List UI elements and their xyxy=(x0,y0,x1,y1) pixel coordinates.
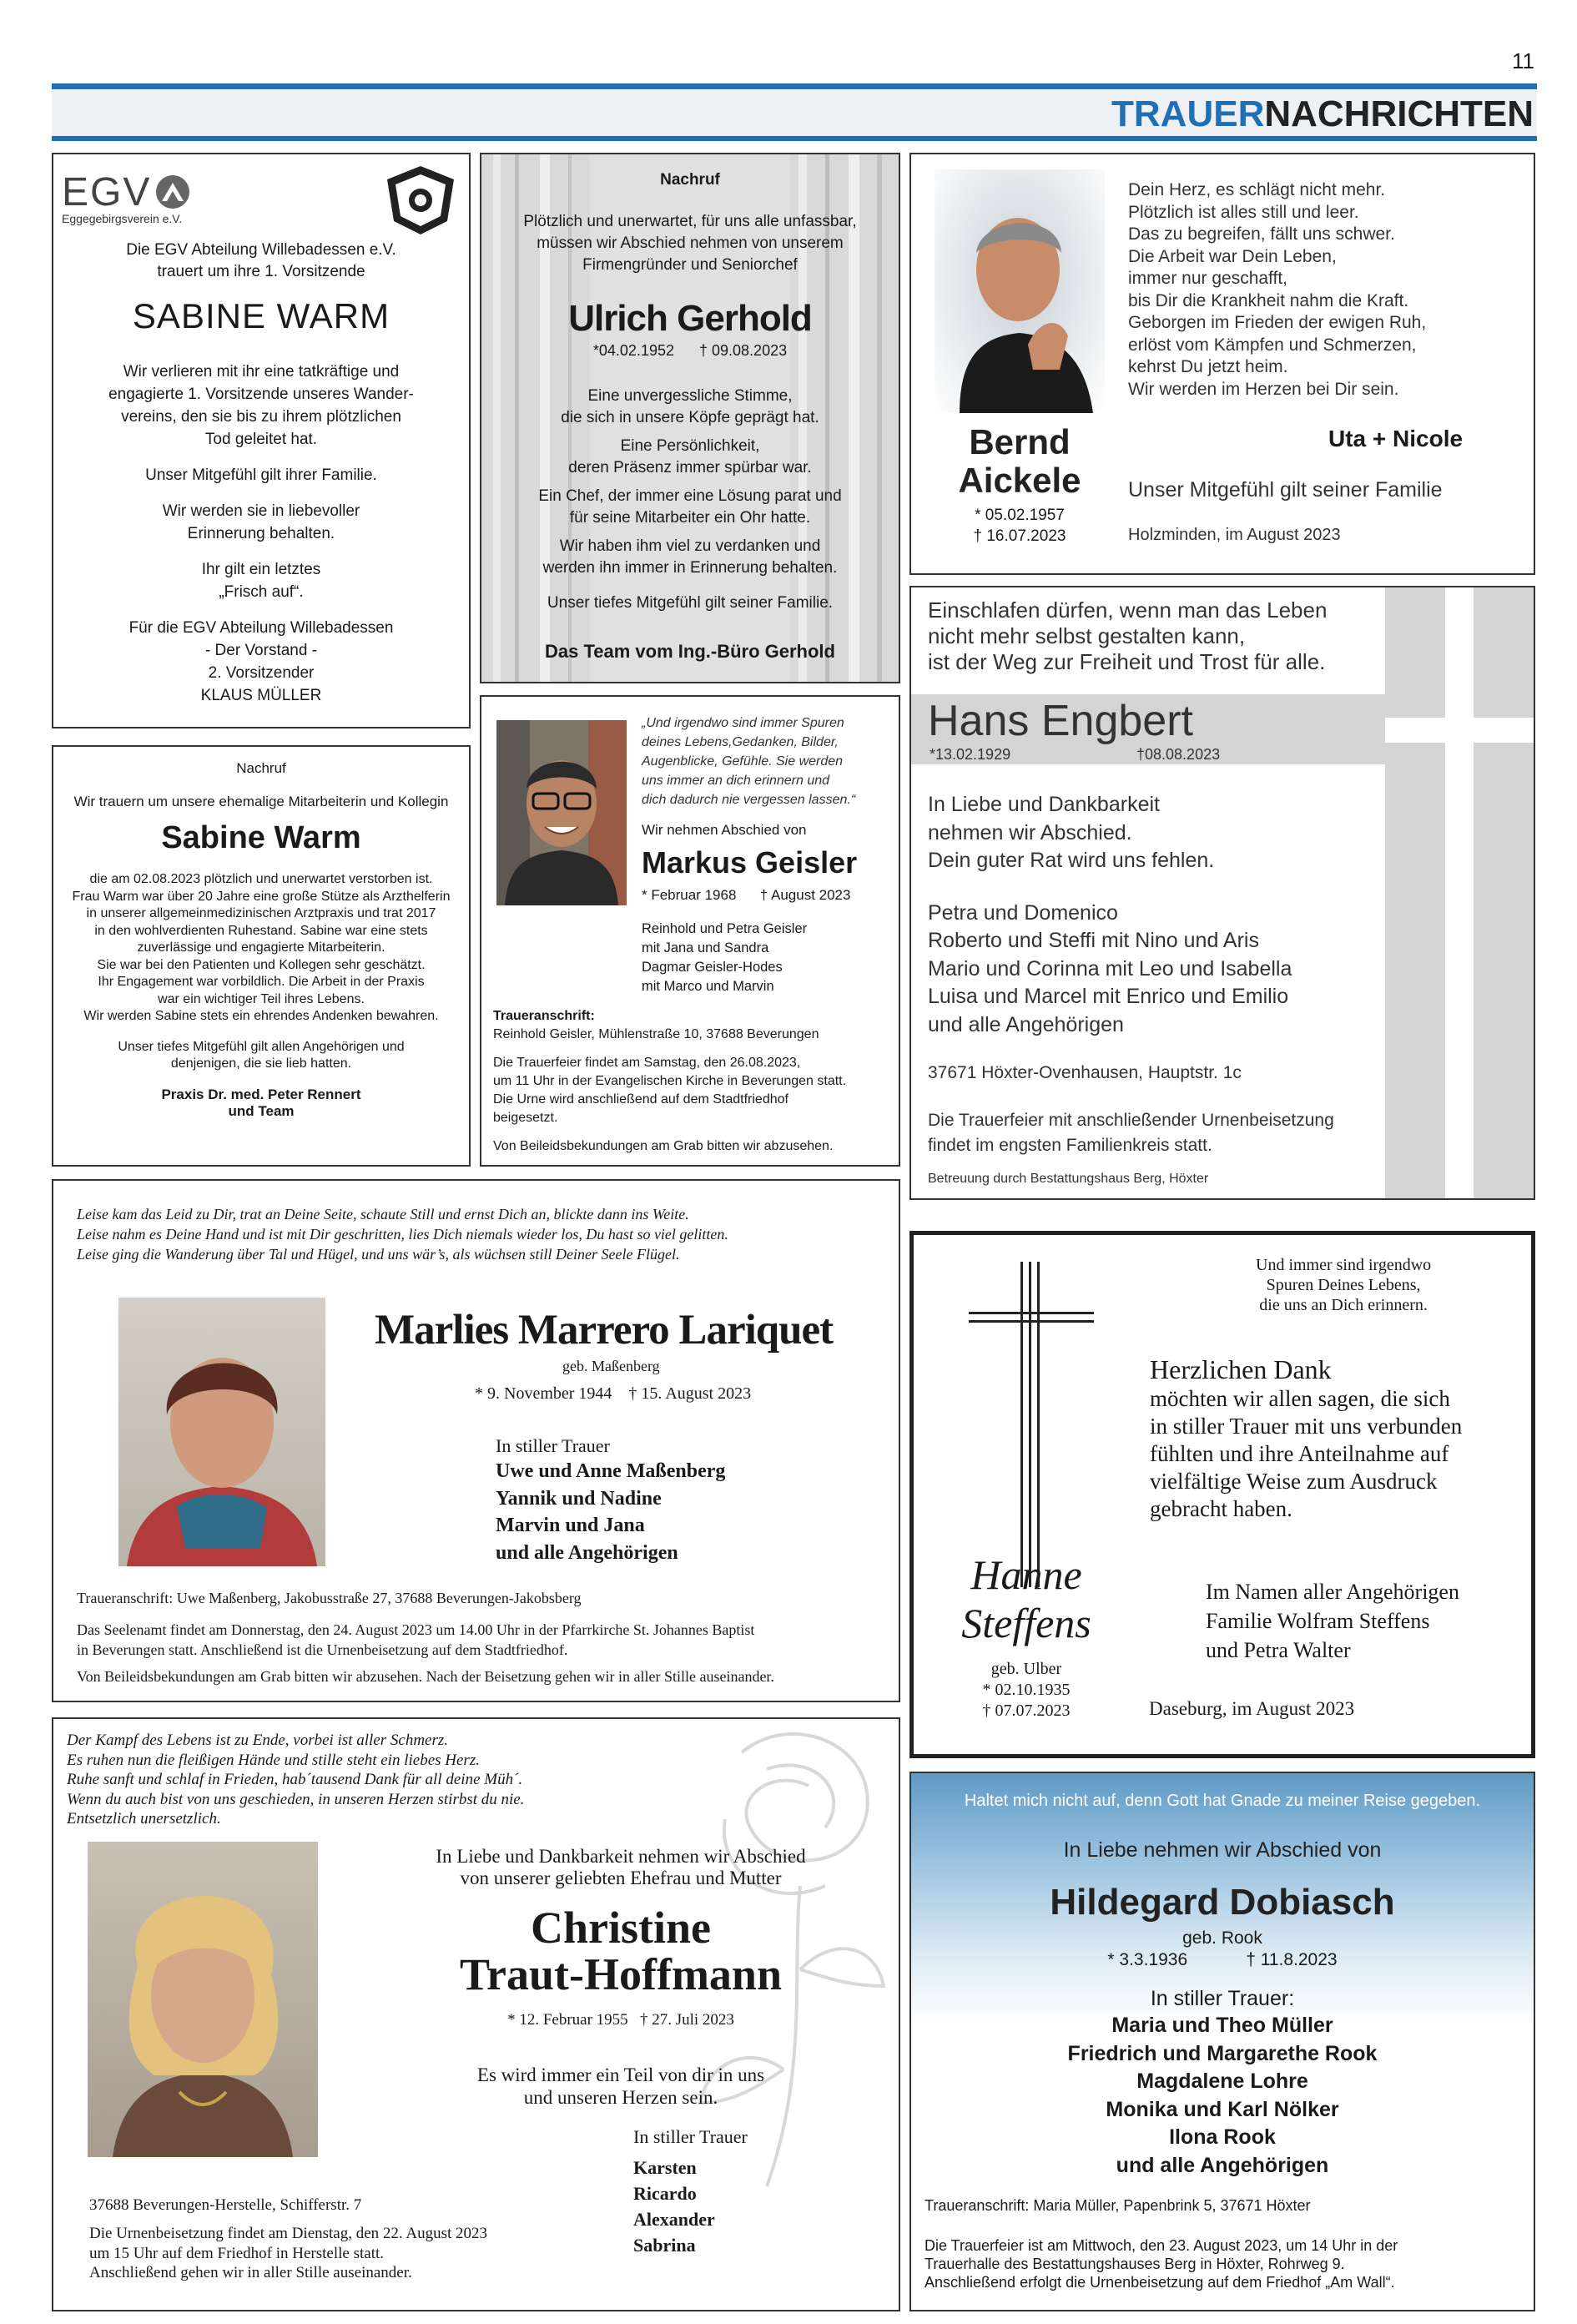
page-title-part2: NACHRICHTEN xyxy=(1264,93,1534,134)
egv-text-line: 2. Vorsitzender xyxy=(208,664,315,682)
engbert-intro-line: nicht mehr selbst gestalten kann, xyxy=(928,623,1246,648)
dobiasch-service-line: Trauerhalle des Bestattungshauses Berg in Höxter, Rohrweg 9. xyxy=(925,2256,1345,2272)
engbert-intro-line: Einschlafen dürfen, wenn man das Leben xyxy=(928,597,1328,623)
egv-deceased-name: SABINE WARM xyxy=(132,296,390,335)
engbert-service-line: findet im engsten Familienkreis statt. xyxy=(928,1136,1212,1155)
geisler-quote-line: dich dadurch nie vergessen lassen.“ xyxy=(642,793,856,807)
traut-birth-date: * 12. Februar 1955 xyxy=(507,2011,628,2029)
engbert-death-date: †08.08.2023 xyxy=(1136,746,1221,763)
warm2-intro: Wir trauern um unsere ehemalige Mitarbeiterin und Kollegin xyxy=(73,794,449,809)
steffens-thanks-line: möchten wir allen sagen, die sich xyxy=(1150,1386,1450,1411)
aickele-poem-line: Die Arbeit war Dein Leben, xyxy=(1128,246,1337,266)
dobiasch-quote: Haltet mich nicht auf, denn Gott hat Gnade zu meiner Reise gegeben. xyxy=(964,1792,1481,1810)
steffens-first-name: Hanne xyxy=(970,1551,1082,1598)
aickele-sympathy: Unser Mitgefühl gilt seiner Familie xyxy=(1128,478,1443,502)
geisler-quote-line: „Und irgendwo sind immer Spuren xyxy=(642,716,844,730)
steffens-cross-icon xyxy=(969,1262,1094,1587)
aickele-place-date: Holzminden, im August 2023 xyxy=(1128,526,1341,544)
traut-poem-line: Es ruhen nun die fleißigen Hände und stille steht ein liebes Herz. xyxy=(67,1751,480,1769)
steffens-thanks-line: vielfältige Weise zum Ausdruck xyxy=(1150,1469,1438,1494)
aickele-poem-line: Geborgen im Frieden der ewigen Ruh, xyxy=(1128,313,1427,332)
notice-hanne-steffens xyxy=(909,1231,1535,1758)
dobiasch-family-line: Magdalene Lohre xyxy=(1136,2069,1308,2093)
traut-mourning: In stiller Trauer xyxy=(633,2126,748,2147)
geisler-portrait xyxy=(496,720,627,905)
aickele-birth-date: * 05.02.1957 xyxy=(975,507,1065,524)
engbert-text-line: nehmen wir Abschied. xyxy=(928,820,1132,844)
engbert-text-line: Dein guter Rat wird uns fehlen. xyxy=(928,849,1215,872)
geisler-quote-line: Augenblicke, Gefühle. Sie werden xyxy=(642,754,844,769)
aickele-poem-line: Dein Herz, es schlägt nicht mehr. xyxy=(1128,180,1386,199)
egv-intro-line: Die EGV Abteilung Willebadessen e.V. xyxy=(126,241,396,259)
dobiasch-family-line: Maria und Theo Müller xyxy=(1111,2014,1333,2037)
dobiasch-service-line: Anschließend erfolgt die Urnenbeisetzung auf dem Friedhof „Am Wall“. xyxy=(925,2274,1395,2291)
egv-intro-line: trauert um ihre 1. Vorsitzende xyxy=(157,263,365,280)
traut-dates xyxy=(370,2011,871,2029)
gerhold-text-line: für seine Mitarbeiter ein Ohr hatte. xyxy=(569,509,811,527)
lariquet-poem-line: Leise nahm es Deine Hand und ist mit Dir geschritten, lies Dich niemals wieder los, Du hast so viel gelitten. xyxy=(77,1226,728,1243)
lariquet-service-line: in Beverungen statt. Anschließend ist die Urnenbeisetzung auf dem Stadtfriedhof. xyxy=(77,1641,568,1658)
geisler-service-line: beigesetzt. xyxy=(493,1111,558,1125)
dobiasch-maiden-name: geb. Rook xyxy=(1182,1928,1262,1948)
gerhold-intro-line: müssen wir Abschied nehmen von unserem xyxy=(537,234,844,252)
traut-family-line: Karsten xyxy=(633,2157,697,2178)
traut-poem-line: Entsetzlich unersetzlich. xyxy=(67,1810,221,1827)
warm2-heading: Nachruf xyxy=(236,760,286,776)
traut-death-date: † 27. Juli 2023 xyxy=(639,2011,734,2029)
warm2-text-line: die am 02.08.2023 plötzlich und unerwartet verstorben ist. xyxy=(89,872,433,886)
notice-egv-sabine-warm xyxy=(52,153,471,728)
gerhold-intro-line: Plötzlich und unerwartet, für uns alle unfassbar, xyxy=(523,213,857,230)
aickele-poem-line: erlöst vom Kämpfen und Schmerzen, xyxy=(1128,335,1417,355)
aickele-signers: Uta + Nicole xyxy=(1328,426,1464,451)
egv-text-line: Ihr gilt ein letztes xyxy=(201,561,321,578)
lariquet-service-line: Das Seelenamt findet am Donnerstag, den 24. August 2023 um 14.00 Uhr in der Pfarrkirche St. Johannes Baptist xyxy=(77,1621,755,1638)
steffens-thanks-title: Herzlichen Dank xyxy=(1150,1354,1332,1384)
egv-text-line: Für die EGV Abteilung Willebadessen xyxy=(128,619,394,637)
gerhold-text-line: Unser tiefes Mitgefühl gilt seiner Familie. xyxy=(547,594,834,612)
gerhold-text-line: werden ihn immer in Erinnerung behalten. xyxy=(542,559,838,577)
traut-text-line: Es wird immer ein Teil von dir in uns xyxy=(476,2064,765,2085)
warm2-text-line: Unser tiefes Mitgefühl gilt allen Angehörigen und xyxy=(118,1039,405,1054)
engbert-address: 37671 Höxter-Ovenhausen, Hauptstr. 1c xyxy=(928,1063,1242,1082)
lariquet-dates xyxy=(475,1384,751,1404)
lariquet-poem-line: Leise kam das Leid zu Dir, trat an Deine Seite, schaute Still und ernst Dich an, blickte dann ins Weite. xyxy=(77,1206,689,1222)
steffens-quote-line: Spuren Deines Lebens, xyxy=(1266,1276,1421,1294)
engbert-family-line: Petra und Domenico xyxy=(928,900,1118,925)
engbert-family-line: Luisa und Marcel mit Enrico und Emilio xyxy=(928,985,1289,1008)
traut-poem-line: Der Kampf des Lebens ist zu Ende, vorbei ist aller Schmerz. xyxy=(67,1732,449,1749)
gerhold-intro-line: Firmengründer und Seniorchef xyxy=(582,256,798,274)
header-bottom-rule xyxy=(52,136,1537,141)
aickele-poem-line: immer nur geschafft, xyxy=(1128,269,1288,288)
warm2-text-line: war ein wichtiger Teil ihres Lebens. xyxy=(158,991,365,1006)
geisler-deceased-name: Markus Geisler xyxy=(642,845,858,880)
egv-mountain-icon xyxy=(155,174,190,209)
aickele-portrait xyxy=(935,169,1105,413)
page-title-part1: TRAUER xyxy=(1111,93,1265,134)
warm2-signature-line: und Team xyxy=(228,1103,295,1119)
traut-family-line: Alexander xyxy=(633,2209,715,2230)
engbert-cross-horizontal xyxy=(1385,718,1534,743)
engbert-family-line: und alle Angehörigen xyxy=(928,1012,1124,1036)
engbert-service-line: Die Trauerfeier mit anschließender Urnenbeisetzung xyxy=(928,1111,1334,1130)
dobiasch-dates xyxy=(911,1950,1534,1970)
aickele-poem-line: Wir werden im Herzen bei Dir sein. xyxy=(1128,379,1399,399)
traut-family-line: Sabrina xyxy=(633,2235,696,2256)
page-title xyxy=(1111,93,1534,135)
egv-logo-subtitle: Eggegebirgsverein e.V. xyxy=(62,212,183,225)
traut-service-line: Anschließend gehen wir in aller Stille auseinander. xyxy=(89,2264,412,2281)
steffens-place-date: Daseburg, im August 2023 xyxy=(1149,1698,1355,1719)
engbert-undertaker: Betreuung durch Bestattungshaus Berg, Höxter xyxy=(928,1172,1209,1186)
notice-markus-geisler xyxy=(480,695,900,1167)
egv-text-line: Erinnerung behalten. xyxy=(187,525,335,542)
lariquet-maiden-name: geb. Maßenberg xyxy=(562,1358,660,1374)
dobiasch-deceased-name: Hildegard Dobiasch xyxy=(1050,1882,1395,1923)
engbert-deceased-name: Hans Engbert xyxy=(928,697,1193,745)
egv-text-line: engagierte 1. Vorsitzende unseres Wander- xyxy=(108,386,414,403)
engbert-family-line: Mario und Corinna mit Leo und Isabella xyxy=(928,956,1292,981)
dobiasch-family-line: Friedrich und Margarethe Rook xyxy=(1067,2041,1378,2065)
gerhold-birth-date: *04.02.1952 xyxy=(592,342,674,359)
geisler-service-line: Die Urne wird anschließend auf dem Stadtfriedhof xyxy=(493,1092,788,1107)
aickele-poem-line: Das zu begreifen, fällt uns schwer. xyxy=(1128,224,1395,244)
traut-poem-line: Ruhe sanft und schlaf in Frieden, hab´tausend Dank für all deine Müh´. xyxy=(67,1771,523,1788)
traut-service-line: Die Urnenbeisetzung findet am Dienstag, den 22. August 2023 xyxy=(89,2225,488,2242)
lariquet-address: Traueranschrift: Uwe Maßenberg, Jakobusstraße 27, 37688 Beverungen-Jakobsberg xyxy=(77,1590,582,1606)
traut-service-line: um 15 Uhr auf dem Friedhof in Herstelle statt. xyxy=(89,2244,385,2262)
page-number: 11 xyxy=(1512,48,1534,73)
gerhold-text-line: die sich in unsere Köpfe geprägt hat. xyxy=(561,409,819,426)
dobiasch-intro: In Liebe nehmen wir Abschied von xyxy=(1063,1838,1382,1862)
geisler-birth-date: * Februar 1968 xyxy=(642,887,737,903)
lariquet-family-line: und alle Angehörigen xyxy=(496,1541,678,1564)
egv-text-line: KLAUS MÜLLER xyxy=(200,687,322,704)
traut-name-line2: Traut-Hoffmann xyxy=(460,1949,782,1999)
steffens-thanks-line: fühlten und ihre Anteilnahme auf xyxy=(1150,1441,1449,1466)
lariquet-birth-date: * 9. November 1944 xyxy=(475,1384,612,1403)
aickele-last-name: Aickele xyxy=(958,461,1081,500)
geisler-service-line: Die Trauerfeier findet am Samstag, den 26.08.2023, xyxy=(493,1056,801,1070)
geisler-quote-line: uns immer an dich erinnern und xyxy=(642,774,830,788)
traut-poem-line: Wenn du auch bist von uns geschieden, in unseren Herzen stirbst du nie. xyxy=(67,1790,525,1808)
dobiasch-death-date: † 11.8.2023 xyxy=(1246,1950,1338,1969)
engbert-family-line: Roberto und Steffi mit Nino und Aris xyxy=(928,929,1259,952)
notice-hildegard-dobiasch xyxy=(909,1772,1535,2311)
warm2-text-line: zuverlässige und engagierte Mitarbeiterin. xyxy=(137,940,385,955)
steffens-quote-line: Und immer sind irgendwo xyxy=(1256,1256,1432,1274)
notice-marlies-marrero-lariquet xyxy=(52,1179,900,1702)
traut-intro-line: In Liebe und Dankbarkeit nehmen wir Abschied xyxy=(436,1846,806,1867)
lariquet-condolence: Von Beileidsbekundungen am Grab bitten wir abzusehen. Nach der Beisetzung gehen wir in aller Stille auseinander. xyxy=(77,1668,774,1685)
lariquet-poem-line: Leise ging die Wanderung über Tal und Hügel, und uns wär’s, als wüchsen still Deiner Seele Flügel. xyxy=(77,1246,680,1263)
aickele-poem-line: kehrst Du jetzt heim. xyxy=(1128,357,1288,376)
lariquet-death-date: † 15. August 2023 xyxy=(628,1384,752,1403)
dobiasch-birth-date: * 3.3.1936 xyxy=(1107,1950,1188,1969)
traut-text-line: und unseren Herzen sein. xyxy=(523,2087,718,2108)
warm2-deceased-name: Sabine Warm xyxy=(161,820,361,855)
warm2-text-line: Sie war bei den Patienten und Kollegen sehr geschätzt. xyxy=(97,957,426,972)
gerhold-text-line: Eine unvergessliche Stimme, xyxy=(587,387,793,405)
gerhold-text-line: Ein Chef, der immer eine Lösung parat und xyxy=(538,487,842,505)
egv-logo xyxy=(62,169,190,225)
traut-intro-line: von unserer geliebten Ehefrau und Mutter xyxy=(460,1868,782,1888)
geisler-quote-line: deines Lebens,Gedanken, Bilder, xyxy=(642,735,839,749)
notice-hans-engbert xyxy=(909,586,1535,1200)
egv-text-line: „Frisch auf“. xyxy=(219,583,304,601)
geisler-dates xyxy=(642,887,850,904)
lariquet-family-line: Yannik und Nadine xyxy=(496,1487,662,1510)
warm2-text-line: in unserer allgemeinmedizinischen Arztpraxis und trat 2017 xyxy=(86,906,436,920)
geisler-service-line: um 11 Uhr in der Evangelischen Kirche in Beverungen statt. xyxy=(493,1074,847,1088)
lariquet-portrait xyxy=(118,1298,325,1566)
geisler-family-line: Reinhold und Petra Geisler xyxy=(642,921,808,936)
egv-text-line: - Der Vorstand - xyxy=(204,642,318,659)
steffens-family-line: Im Namen aller Angehörigen xyxy=(1206,1580,1459,1604)
gerhold-text-line: Wir haben ihm viel zu verdanken und xyxy=(559,537,821,555)
geisler-address-label: Traueranschrift: xyxy=(493,1009,595,1023)
traut-family-line: Ricardo xyxy=(633,2183,697,2204)
notice-christine-traut-hoffmann xyxy=(52,1717,900,2311)
gerhold-death-date: † 09.08.2023 xyxy=(699,342,788,359)
engbert-text-line: In Liebe und Dankbarkeit xyxy=(928,793,1160,816)
geisler-condolence: Von Beileidsbekundungen am Grab bitten wir abzusehen. xyxy=(493,1139,834,1153)
notice-sabine-warm-praxis xyxy=(52,745,471,1167)
gerhold-signature: Das Team vom Ing.-Büro Gerhold xyxy=(545,641,835,662)
steffens-death-date: † 07.07.2023 xyxy=(982,1701,1071,1720)
gerhold-heading: Nachruf xyxy=(660,171,720,189)
geisler-death-date: † August 2023 xyxy=(759,887,851,903)
warm2-signature-line: Praxis Dr. med. Peter Rennert xyxy=(161,1086,361,1102)
steffens-quote-line: die uns an Dich erinnern. xyxy=(1259,1296,1428,1314)
geisler-address: Reinhold Geisler, Mühlenstraße 10, 37688 Beverungen xyxy=(493,1027,819,1041)
dobiasch-family-line: Ilona Rook xyxy=(1169,2125,1276,2149)
warm2-text-line: Ihr Engagement war vorbildlich. Die Arbeit in der Praxis xyxy=(98,975,425,989)
dobiasch-mourning: In stiller Trauer: xyxy=(1150,1987,1295,2010)
aickele-poem-line: bis Dir die Krankheit nahm die Kraft. xyxy=(1128,290,1409,310)
geisler-farewell: Wir nehmen Abschied von xyxy=(642,822,807,838)
header-top-rule xyxy=(52,83,1537,89)
warm2-text-line: Wir werden Sabine stets ein ehrendes Andenken bewahren. xyxy=(83,1009,439,1023)
dobiasch-family-line: Monika und Karl Nölker xyxy=(1106,2097,1339,2121)
steffens-thanks-line: gebracht haben. xyxy=(1150,1496,1292,1521)
gerhold-dates xyxy=(481,342,899,360)
lariquet-family-line: Uwe und Anne Maßenberg xyxy=(496,1460,726,1482)
engbert-cross-vertical xyxy=(1445,587,1474,1198)
gerhold-deceased-name: Ulrich Gerhold xyxy=(568,298,812,339)
lariquet-mourning: In stiller Trauer xyxy=(496,1435,610,1456)
geisler-family-line: Dagmar Geisler-Hodes xyxy=(642,960,783,975)
aickele-death-date: † 16.07.2023 xyxy=(973,527,1066,545)
steffens-thanks-line: in stiller Trauer mit uns verbunden xyxy=(1150,1414,1463,1439)
steffens-last-name: Steffens xyxy=(961,1600,1091,1646)
egv-text-line: Tod geleitet hat. xyxy=(204,431,318,448)
aickele-poem-line: Plötzlich ist alles still und leer. xyxy=(1128,202,1359,222)
dobiasch-family-line: und alle Angehörigen xyxy=(1116,2153,1329,2177)
warm2-text-line: Frau Warm war über 20 Jahre eine große Stütze als Arzthelferin xyxy=(72,889,451,904)
dobiasch-service-line: Die Trauerfeier ist am Mittwoch, den 23. August 2023, um 14 Uhr in der xyxy=(925,2237,1398,2254)
traut-name-line1: Christine xyxy=(531,1903,711,1953)
lariquet-deceased-name: Marlies Marrero Lariquet xyxy=(375,1307,834,1354)
geisler-family-line: mit Marco und Marvin xyxy=(642,979,774,994)
egv-text-line: Wir werden sie in liebevoller xyxy=(162,502,360,520)
geisler-family-line: mit Jana und Sandra xyxy=(642,940,769,955)
egv-logo-text: EGV xyxy=(62,170,152,214)
steffens-family-line: und Petra Walter xyxy=(1206,1638,1351,1662)
gerhold-text-line: Eine Persönlichkeit, xyxy=(620,437,760,455)
traut-address: 37688 Beverungen-Herstelle, Schifferstr. 7 xyxy=(89,2196,362,2214)
warm2-text-line: denjenigen, die sie lieb hatten. xyxy=(170,1056,352,1071)
notice-ulrich-gerhold xyxy=(480,153,900,683)
engbert-birth-date: *13.02.1929 xyxy=(930,746,1011,763)
steffens-maiden-name: geb. Ulber xyxy=(990,1660,1062,1678)
steffens-birth-date: * 02.10.1935 xyxy=(982,1681,1071,1699)
steffens-family-line: Familie Wolfram Steffens xyxy=(1206,1609,1430,1633)
egv-text-line: Wir verlieren mit ihr eine tatkräftige und xyxy=(123,363,400,381)
egv-text-line: vereins, den sie bis zu ihrem plötzlichen xyxy=(121,408,401,426)
warm2-text-line: in den wohlverdienten Ruhestand. Sabine war eine stets xyxy=(94,923,428,938)
engbert-intro-line: ist der Weg zur Freiheit und Trost für alle. xyxy=(928,649,1326,674)
aickele-first-name: Bernd xyxy=(969,422,1071,461)
lariquet-family-line: Marvin und Jana xyxy=(496,1515,645,1536)
dobiasch-address: Traueranschrift: Maria Müller, Papenbrink 5, 37671 Höxter xyxy=(925,2197,1311,2214)
egv-text-line: Unser Mitgefühl gilt ihrer Familie. xyxy=(145,466,377,484)
notice-bernd-aickele xyxy=(909,153,1535,575)
gerhold-text-line: deren Präsenz immer spürbar war. xyxy=(568,459,812,476)
egv-emblem-icon xyxy=(379,163,462,238)
traut-portrait xyxy=(88,1842,318,2157)
